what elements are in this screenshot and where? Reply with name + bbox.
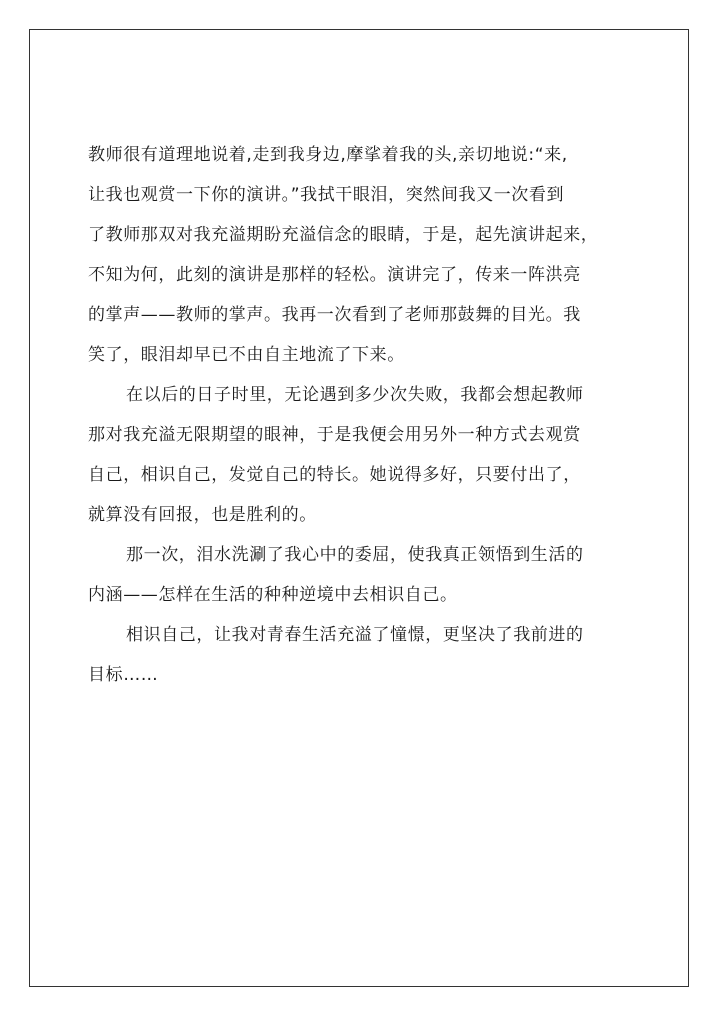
- text-line: 让我也观赏一下你的演讲。”我拭干眼泪，突然间我又一次看到: [88, 185, 565, 205]
- text-line: 教师很有道理地说着,走到我身边,摩挲着我的头,亲切地说:“来,: [88, 145, 568, 165]
- text-line: 了教师那双对我充溢期盼充溢信念的眼睛，于是，起先演讲起来，: [88, 225, 599, 245]
- text-line: 不知为何，此刻的演讲是那样的轻松。演讲完了，传来一阵洪亮: [88, 265, 581, 285]
- text-line: 的掌声——教师的掌声。我再一次看到了老师那鼓舞的目光。我: [88, 305, 581, 325]
- text-line: 相识自己，让我对青春生活充溢了憧憬，更坚决了我前进的: [126, 625, 584, 645]
- text-line: 内涵——怎样在生活的种种逆境中去相识自己。: [88, 585, 458, 605]
- text-line: 那一次，泪水洗涮了我心中的委屈，使我真正领悟到生活的: [126, 545, 584, 565]
- text-line: 在以后的日子时里，无论遇到多少次失败，我都会想起教师: [126, 385, 584, 405]
- text-line: 目标……: [88, 665, 159, 685]
- text-line: 笑了，眼泪却早已不由自主地流了下来。: [88, 345, 405, 365]
- text-line: 那对我充溢无限期望的眼神，于是我便会用另外一种方式去观赏: [88, 425, 581, 445]
- text-line: 自己，相识自己，发觉自己的特长。她说得多好，只要付出了，: [88, 465, 581, 485]
- text-line: 就算没有回报，也是胜利的。: [88, 505, 317, 525]
